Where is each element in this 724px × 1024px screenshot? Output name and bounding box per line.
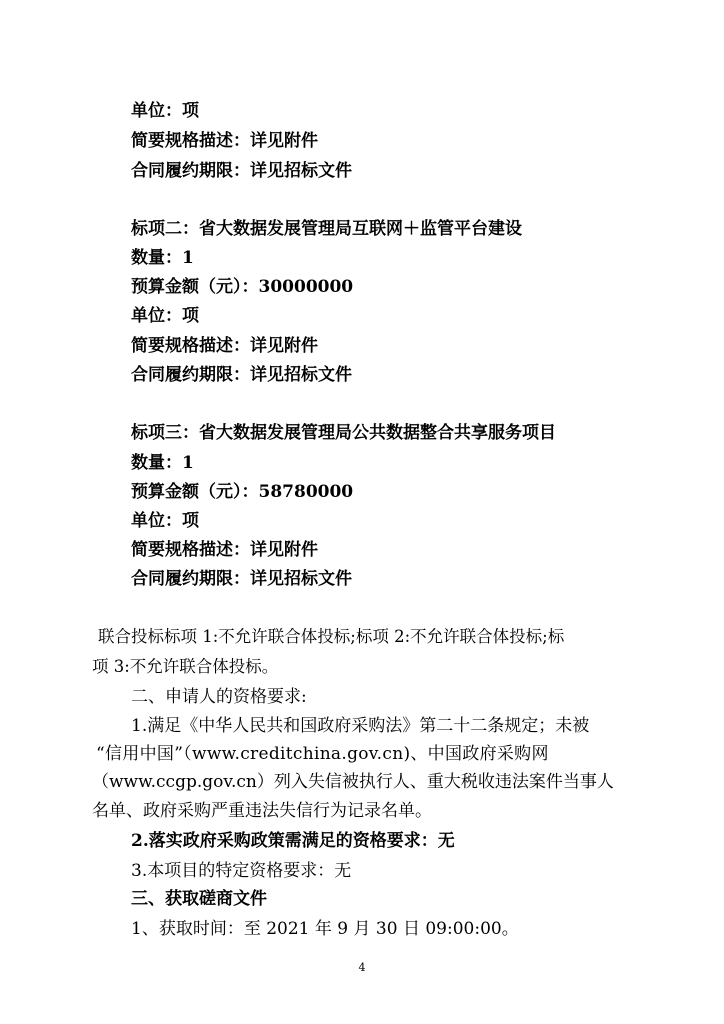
joint-bid-line-1: 联合投标标项 1:不允许联合体投标;标项 2:不允许联合体投标;标	[98, 627, 565, 646]
item2-budget: 预算金额（元）：30000000	[131, 277, 354, 297]
item3-title: 标项三：省大数据发展管理局公共数据整合共享服务项目	[131, 423, 556, 443]
item1-unit: 单位：项	[131, 101, 199, 121]
item2-title: 标项二：省大数据发展管理局互联网＋监管平台建设	[131, 219, 522, 239]
requirement-1-line-1: 1.满足《中华人民共和国政府采购法》第二十二条规定；未被	[131, 716, 590, 736]
item1-spec: 简要规格描述：详见附件	[131, 131, 318, 151]
item3-budget: 预算金额（元）：58780000	[131, 482, 354, 502]
acquisition-time: 1、获取时间：至 2021 年 9 月 30 日 09:00:00。	[131, 919, 519, 939]
requirement-1-line-2: “信用中国”（www.creditchina.gov.cn)、中国政府采购网	[96, 744, 549, 764]
item2-quantity: 数量：1	[131, 248, 194, 268]
requirement-1-line-4: 名单、政府采购严重违法失信行为记录名单。	[92, 801, 432, 821]
item3-quantity: 数量：1	[131, 453, 194, 473]
item2-contract-term: 合同履约期限：详见招标文件	[131, 365, 352, 385]
joint-bid-line-2: 项 3:不允许联合体投标。	[92, 657, 279, 676]
requirement-3: 3.本项目的特定资格要求：无	[131, 861, 352, 881]
section-3-heading: 三、获取磋商文件	[131, 889, 267, 909]
item1-contract-term: 合同履约期限：详见招标文件	[131, 161, 352, 181]
item3-contract-term: 合同履约期限：详见招标文件	[131, 569, 352, 589]
section-2-heading: 二、申请人的资格要求:	[131, 687, 307, 707]
item2-unit: 单位：项	[131, 306, 199, 326]
page-number: 4	[358, 961, 366, 974]
requirement-2: 2.落实政府采购政策需满足的资格要求：无	[131, 831, 455, 851]
item3-unit: 单位：项	[131, 511, 199, 531]
item3-spec: 简要规格描述：详见附件	[131, 540, 318, 560]
requirement-1-line-3: （www.ccgp.gov.cn）列入失信被执行人、重大税收违法案件当事人	[92, 772, 614, 792]
item2-spec: 简要规格描述：详见附件	[131, 336, 318, 356]
